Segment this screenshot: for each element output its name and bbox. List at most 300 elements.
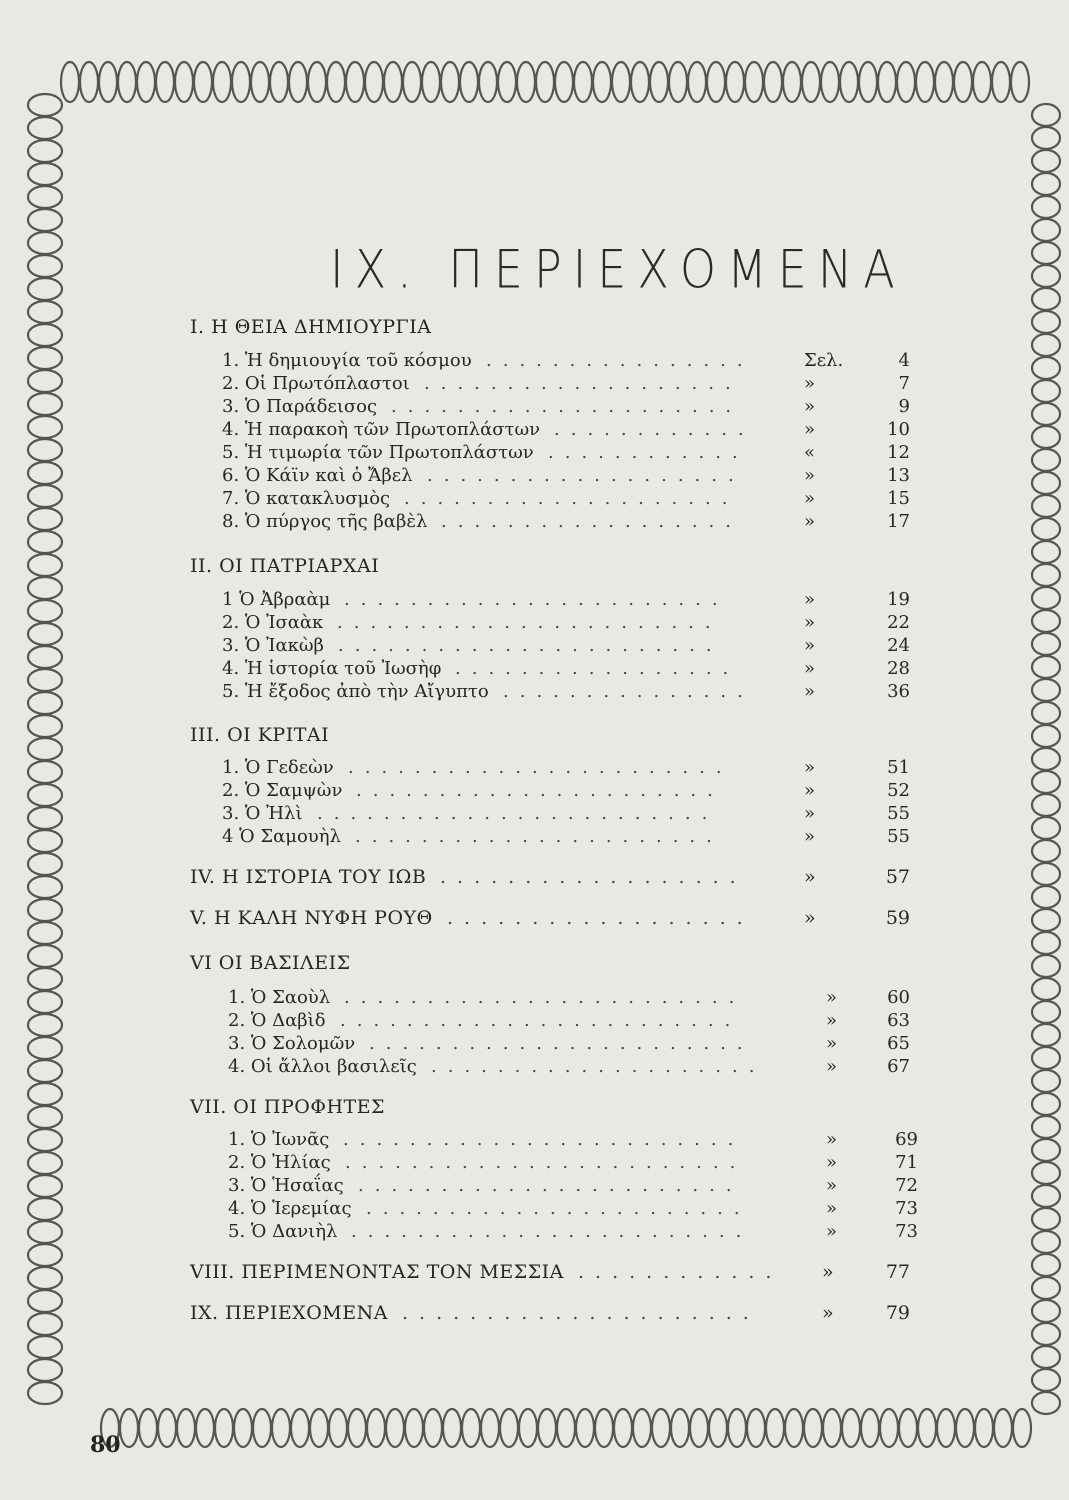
entry-page-prefix: » xyxy=(804,396,816,417)
border-loop xyxy=(1032,702,1060,724)
border-loop xyxy=(28,1175,62,1197)
border-loop xyxy=(1032,564,1060,586)
border-loop xyxy=(177,1409,195,1447)
border-loop xyxy=(538,1409,556,1447)
entry-page-prefix: Σελ. xyxy=(804,350,844,371)
entry-title: 1. Ὁ Ἰωνᾶς xyxy=(228,1129,330,1150)
toc-entry xyxy=(222,465,912,489)
border-loop xyxy=(935,62,953,102)
entry-page-prefix: » xyxy=(826,1152,838,1173)
dot-leader: ........................ xyxy=(317,803,719,824)
border-loop xyxy=(28,370,62,392)
border-loop xyxy=(28,416,62,438)
entry-page: 4 xyxy=(898,350,910,371)
border-loop xyxy=(975,1409,993,1447)
toc-entry xyxy=(228,1056,918,1080)
toc-entry xyxy=(228,1198,918,1222)
toc-section-entry xyxy=(190,1261,912,1287)
border-loop xyxy=(28,94,62,116)
border-loop xyxy=(289,62,307,102)
toc-entry xyxy=(228,987,918,1011)
entry-page: 19 xyxy=(887,589,910,610)
border-loop xyxy=(175,62,193,102)
border-loop xyxy=(28,393,62,415)
entry-page: 55 xyxy=(887,826,910,847)
border-loop xyxy=(28,1336,62,1358)
toc-entry xyxy=(228,1033,918,1057)
border-loop xyxy=(443,1409,461,1447)
border-loop xyxy=(1013,1409,1031,1447)
border-loop xyxy=(707,62,725,102)
border-loop xyxy=(1032,150,1060,172)
toc-section-entry xyxy=(190,907,912,933)
border-loop xyxy=(28,186,62,208)
border-loop xyxy=(28,209,62,231)
border-loop xyxy=(118,62,136,102)
border-loop xyxy=(1032,403,1060,425)
border-loop xyxy=(28,922,62,944)
dot-leader: ................... xyxy=(424,373,742,394)
border-loop xyxy=(28,163,62,185)
border-loop xyxy=(251,62,269,102)
entry-page: 63 xyxy=(887,1010,910,1031)
border-loop xyxy=(1032,518,1060,540)
border-loop xyxy=(28,232,62,254)
entry-page-prefix: » xyxy=(826,987,838,1008)
border-loop xyxy=(1032,219,1060,241)
border-loop xyxy=(28,646,62,668)
toc-entry xyxy=(222,612,912,636)
border-loop xyxy=(28,301,62,323)
entry-title: 2. Ὁ Σαμψὼν xyxy=(222,780,343,801)
border-loop xyxy=(1032,357,1060,379)
border-loop xyxy=(28,830,62,852)
border-loop xyxy=(28,255,62,277)
border-loop xyxy=(517,62,535,102)
entry-page-prefix: » xyxy=(826,1033,838,1054)
entry-title: 2. Ὁ Δαβὶδ xyxy=(228,1010,326,1031)
border-loop xyxy=(28,669,62,691)
border-loop xyxy=(1032,449,1060,471)
entry-page-prefix: » xyxy=(822,1302,834,1324)
toc-entry xyxy=(228,1175,918,1199)
border-loop xyxy=(1032,909,1060,931)
entry-title: 4. Οἱ ἄλλοι βασιλεῖς xyxy=(228,1056,417,1077)
entry-page-prefix: » xyxy=(804,488,816,509)
entry-page: 59 xyxy=(885,907,910,929)
entry-page: 13 xyxy=(887,465,910,486)
border-loop xyxy=(726,62,744,102)
entry-page: 60 xyxy=(887,987,910,1008)
entry-page: 51 xyxy=(887,757,910,778)
border-loop xyxy=(671,1409,689,1447)
entry-title: VIII. ΠΕΡΙΜΕΝΟΝΤΑΣ ΤΟΝ ΜΕΣΣΙΑ xyxy=(190,1261,564,1283)
border-loop xyxy=(386,1409,404,1447)
border-loop xyxy=(745,62,763,102)
dot-leader: ..................... xyxy=(391,396,743,417)
dot-leader: ....................... xyxy=(338,635,723,656)
border-loop xyxy=(709,1409,727,1447)
border-loop xyxy=(28,1198,62,1220)
border-loop xyxy=(1032,196,1060,218)
entry-title: IV. Η ΙΣΤΟΡΙΑ ΤΟΥ ΙΩΒ xyxy=(190,866,427,888)
border-loop xyxy=(498,62,516,102)
border-loop xyxy=(291,1409,309,1447)
border-loop xyxy=(28,1129,62,1151)
border-loop xyxy=(28,508,62,530)
border-loop xyxy=(878,62,896,102)
border-loop xyxy=(1032,656,1060,678)
entry-title: 3. Ὁ Ἡσαΐας xyxy=(228,1175,344,1196)
border-loop xyxy=(137,62,155,102)
entry-page-prefix: » xyxy=(804,589,816,610)
border-loop xyxy=(28,117,62,139)
entry-title: 5. Ἡ τιμωρία τῶν Πρωτοπλάστων xyxy=(222,442,534,463)
section-heading: II. ΟΙ ΠΑΤΡΙΑΡΧΑΙ xyxy=(190,555,380,577)
entry-page-prefix: » xyxy=(826,1129,838,1150)
dot-leader: ............... xyxy=(503,681,754,702)
border-loop xyxy=(28,968,62,990)
border-loop xyxy=(28,853,62,875)
border-loop xyxy=(823,1409,841,1447)
section-heading: VII. ΟΙ ΠΡΟΦΗΤΕΣ xyxy=(190,1096,385,1118)
border-loop xyxy=(80,62,98,102)
border-loop xyxy=(213,62,231,102)
toc-entry xyxy=(222,635,912,659)
toc-entry xyxy=(222,803,912,827)
entry-page: 24 xyxy=(887,635,910,656)
border-loop xyxy=(1032,265,1060,287)
toc-entry xyxy=(222,589,912,613)
border-loop xyxy=(346,62,364,102)
entry-title: 3. Ὁ Παράδεισος xyxy=(222,396,378,417)
border-loop xyxy=(1032,1392,1060,1414)
border-loop xyxy=(28,784,62,806)
entry-page: 72 xyxy=(895,1175,918,1196)
border-loop xyxy=(956,1409,974,1447)
entry-title: 2. Ὁ Ἰσαὰκ xyxy=(222,612,324,633)
dot-leader: ....................... xyxy=(348,757,733,778)
border-loop xyxy=(384,62,402,102)
border-loop xyxy=(859,62,877,102)
dot-leader: ....................... xyxy=(337,612,722,633)
entry-page: 7 xyxy=(898,373,910,394)
entry-page-prefix: » xyxy=(822,1261,834,1283)
border-loop xyxy=(1032,104,1060,126)
border-loop xyxy=(1032,127,1060,149)
border-loop xyxy=(28,899,62,921)
border-loop xyxy=(555,62,573,102)
entry-page-prefix: » xyxy=(804,635,816,656)
border-loop xyxy=(215,1409,233,1447)
entry-title: IX. ΠΕΡΙΕΧΟΜΕΝΑ xyxy=(190,1302,388,1324)
border-loop xyxy=(1032,1323,1060,1345)
border-loop xyxy=(403,62,421,102)
page-title: IX. ΠΕΡΙΕΧΟΜΕΝΑ xyxy=(330,238,906,301)
toc-entry xyxy=(222,511,912,535)
entry-page: 15 xyxy=(887,488,910,509)
border-loop xyxy=(139,1409,157,1447)
border-loop xyxy=(1032,495,1060,517)
border-loop xyxy=(28,1083,62,1105)
border-loop xyxy=(1032,932,1060,954)
toc-entry xyxy=(222,826,912,850)
border-loop xyxy=(1032,1162,1060,1184)
border-loop xyxy=(916,62,934,102)
border-loop xyxy=(156,62,174,102)
section-heading: VI ΟΙ ΒΑΣΙΛΕΙΣ xyxy=(190,952,351,974)
border-loop xyxy=(1032,1047,1060,1069)
border-loop xyxy=(1032,1001,1060,1023)
border-loop xyxy=(652,1409,670,1447)
border-loop xyxy=(897,62,915,102)
border-loop xyxy=(310,1409,328,1447)
border-loop xyxy=(574,62,592,102)
border-loop xyxy=(595,1409,613,1447)
border-loop xyxy=(688,62,706,102)
entry-page: 10 xyxy=(887,419,910,440)
entry-title: 3. Ὁ Σολομῶν xyxy=(228,1033,356,1054)
border-loop xyxy=(1032,633,1060,655)
entry-title: 4 Ὁ Σαμουὴλ xyxy=(222,826,341,847)
border-loop xyxy=(61,62,79,102)
border-loop xyxy=(880,1409,898,1447)
entry-title: 1. Ὁ Σαοὺλ xyxy=(228,987,331,1008)
border-loop xyxy=(479,62,497,102)
border-loop xyxy=(1032,1208,1060,1230)
entry-page: 71 xyxy=(895,1152,918,1173)
border-loop xyxy=(937,1409,955,1447)
border-loop xyxy=(308,62,326,102)
border-loop xyxy=(1032,748,1060,770)
toc-entry xyxy=(222,396,912,420)
border-loop xyxy=(536,62,554,102)
section-heading: III. ΟΙ ΚΡΙΤΑΙ xyxy=(190,724,330,746)
border-loop xyxy=(650,62,668,102)
border-loop xyxy=(1032,1116,1060,1138)
border-loop xyxy=(1032,1346,1060,1368)
dot-leader: .................... xyxy=(404,488,739,509)
dot-leader: ............ xyxy=(548,442,749,463)
entry-page: 17 xyxy=(887,511,910,532)
border-loop xyxy=(747,1409,765,1447)
border-loop xyxy=(28,1037,62,1059)
border-loop xyxy=(690,1409,708,1447)
entry-page-prefix: » xyxy=(804,803,816,824)
border-loop xyxy=(1032,863,1060,885)
border-loop xyxy=(441,62,459,102)
entry-page-prefix: » xyxy=(804,465,816,486)
border-loop xyxy=(28,738,62,760)
border-loop xyxy=(28,577,62,599)
dot-leader: .................. xyxy=(447,907,754,929)
dot-leader: ........................ xyxy=(351,1221,753,1242)
border-loop xyxy=(405,1409,423,1447)
entry-page-prefix: » xyxy=(804,658,816,679)
toc-section-entry xyxy=(190,866,912,892)
border-loop xyxy=(329,1409,347,1447)
border-loop xyxy=(28,876,62,898)
dot-leader: .................. xyxy=(440,866,747,888)
border-loop xyxy=(1032,426,1060,448)
border-loop xyxy=(1032,288,1060,310)
toc-entry xyxy=(228,1152,918,1176)
entry-page-prefix: » xyxy=(826,1175,838,1196)
entry-page-prefix: » xyxy=(804,866,816,888)
entry-page: 79 xyxy=(885,1302,910,1324)
entry-page: 69 xyxy=(895,1129,918,1150)
border-loop xyxy=(232,62,250,102)
border-loop xyxy=(802,62,820,102)
border-loop xyxy=(1032,955,1060,977)
border-loop xyxy=(519,1409,537,1447)
dot-leader: .................... xyxy=(431,1056,766,1077)
border-loop xyxy=(462,1409,480,1447)
border-loop xyxy=(327,62,345,102)
border-loop xyxy=(1032,771,1060,793)
border-loop xyxy=(1032,1254,1060,1276)
entry-title: V. Η ΚΑΛΗ ΝΥΦΗ ΡΟΥΘ xyxy=(190,907,433,929)
entry-title: 3. Ὁ Ἰακὼβ xyxy=(222,635,324,656)
border-loop xyxy=(785,1409,803,1447)
border-loop xyxy=(633,1409,651,1447)
dot-leader: ............ xyxy=(578,1261,783,1283)
border-loop xyxy=(899,1409,917,1447)
border-loop xyxy=(728,1409,746,1447)
border-loop xyxy=(28,462,62,484)
border-loop xyxy=(1032,1024,1060,1046)
border-loop xyxy=(120,1409,138,1447)
dot-leader: ....................... xyxy=(358,1175,743,1196)
border-loop xyxy=(28,278,62,300)
dot-leader: .................. xyxy=(441,511,742,532)
border-loop xyxy=(28,1313,62,1335)
border-loop xyxy=(272,1409,290,1447)
entry-page-prefix: » xyxy=(804,419,816,440)
entry-page: 57 xyxy=(885,866,910,888)
border-loop xyxy=(28,439,62,461)
dot-leader: ................ xyxy=(486,350,754,371)
border-loop xyxy=(28,1106,62,1128)
dot-leader: ................. xyxy=(455,658,740,679)
entry-page-prefix: » xyxy=(804,780,816,801)
border-loop xyxy=(1032,886,1060,908)
entry-page: 67 xyxy=(887,1056,910,1077)
border-loop xyxy=(28,347,62,369)
entry-title: 4. Ἡ παρακοὴ τῶν Πρωτοπλάστων xyxy=(222,419,541,440)
entry-page-prefix: » xyxy=(804,757,816,778)
border-loop xyxy=(194,62,212,102)
border-loop xyxy=(28,1152,62,1174)
entry-title: 2. Οἱ Πρωτόπλαστοι xyxy=(222,373,410,394)
toc-entry xyxy=(222,373,912,397)
border-loop xyxy=(99,62,117,102)
border-loop xyxy=(28,485,62,507)
border-loop xyxy=(1032,1369,1060,1391)
border-loop xyxy=(669,62,687,102)
border-loop xyxy=(1032,334,1060,356)
border-loop xyxy=(424,1409,442,1447)
dot-leader: ....................... xyxy=(344,589,729,610)
border-loop xyxy=(367,1409,385,1447)
entry-title: 2. Ὁ Ἠλίας xyxy=(228,1152,331,1173)
entry-title: 1 Ὁ Ἀβραὰμ xyxy=(222,589,331,610)
border-loop xyxy=(764,62,782,102)
border-loop xyxy=(1032,1139,1060,1161)
entry-page: 28 xyxy=(887,658,910,679)
entry-page-prefix: » xyxy=(826,1010,838,1031)
page-number: 80 xyxy=(90,1432,121,1458)
border-loop xyxy=(28,807,62,829)
border-loop xyxy=(918,1409,936,1447)
border-loop xyxy=(253,1409,271,1447)
toc-entry xyxy=(228,1221,918,1245)
border-loop xyxy=(196,1409,214,1447)
border-loop xyxy=(593,62,611,102)
dot-leader: ........................ xyxy=(340,1010,742,1031)
border-loop xyxy=(992,62,1010,102)
border-loop xyxy=(28,1267,62,1289)
entry-page: 22 xyxy=(887,612,910,633)
border-loop xyxy=(973,62,991,102)
toc-entry xyxy=(222,488,912,512)
border-loop xyxy=(1011,62,1029,102)
toc-entry xyxy=(228,1129,918,1153)
entry-title: 5. Ὁ Δανιὴλ xyxy=(228,1221,338,1242)
border-loop xyxy=(28,991,62,1013)
entry-title: 6. Ὁ Κάϊν καὶ ὁ Ἄβελ xyxy=(222,465,413,486)
border-loop xyxy=(28,1359,62,1381)
toc-section-entry xyxy=(190,1302,912,1328)
dot-leader: ..................... xyxy=(402,1302,760,1324)
entry-page-prefix: » xyxy=(804,826,816,847)
border-loop xyxy=(1032,380,1060,402)
border-loop xyxy=(28,600,62,622)
entry-title: 7. Ὁ κατακλυσμὸς xyxy=(222,488,391,509)
border-loop xyxy=(28,531,62,553)
border-loop xyxy=(500,1409,518,1447)
entry-page-prefix: » xyxy=(804,373,816,394)
border-loop xyxy=(557,1409,575,1447)
entry-title: 5. Ἡ ἔξοδος ἀπὸ τὴν Αἴγυπτο xyxy=(222,681,489,702)
border-loop xyxy=(28,623,62,645)
border-loop xyxy=(28,1290,62,1312)
border-loop xyxy=(348,1409,366,1447)
toc-entry xyxy=(222,350,912,374)
entry-page: 77 xyxy=(885,1261,910,1283)
border-loop xyxy=(1032,1093,1060,1115)
toc-entry xyxy=(222,419,912,443)
border-loop xyxy=(1032,242,1060,264)
entry-page: 73 xyxy=(895,1198,918,1219)
border-loop xyxy=(1032,840,1060,862)
border-loop xyxy=(1032,1300,1060,1322)
border-loop xyxy=(766,1409,784,1447)
border-loop xyxy=(1032,472,1060,494)
border-loop xyxy=(28,1060,62,1082)
border-loop xyxy=(1032,978,1060,1000)
entry-title: 1. Ἡ δημιουγία τοῦ κόσμου xyxy=(222,350,472,371)
border-loop xyxy=(28,140,62,162)
entry-page-prefix: » xyxy=(804,511,816,532)
border-loop xyxy=(783,62,801,102)
border-loop xyxy=(158,1409,176,1447)
entry-page-prefix: » xyxy=(804,612,816,633)
entry-page: 65 xyxy=(887,1033,910,1054)
border-loop xyxy=(861,1409,879,1447)
entry-page-prefix: » xyxy=(826,1221,838,1242)
section-heading: I. Η ΘΕΙΑ ΔΗΜΙΟΥΡΓΙΑ xyxy=(190,316,432,338)
